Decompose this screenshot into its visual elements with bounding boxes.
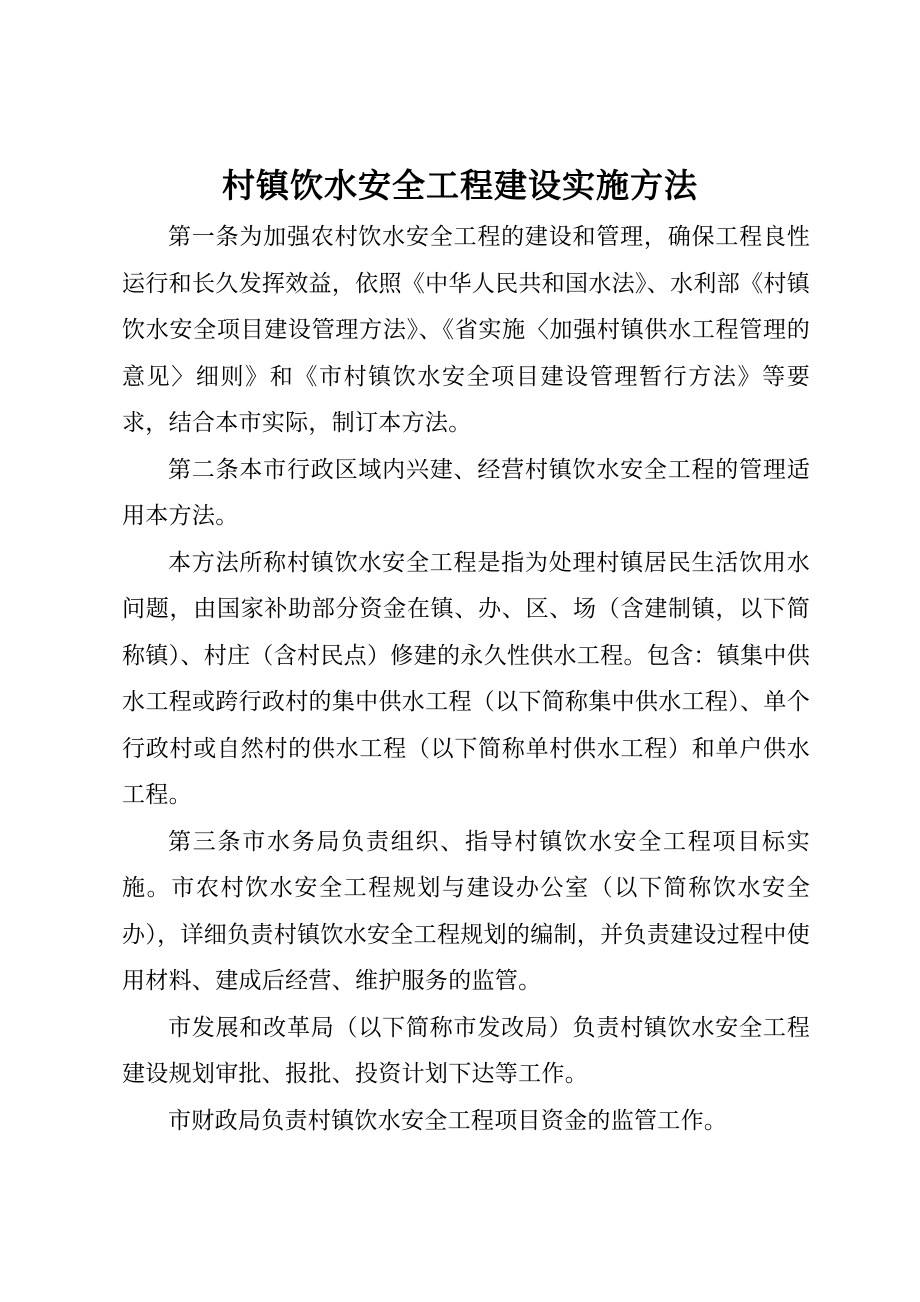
document-title: 村镇饮水安全工程建设实施方法 (222, 166, 698, 205)
paragraph-development-reform: 市发展和改革局（以下简称市发改局）负责村镇饮水安全工程建设规划审批、报批、投资计划下达等工作。 (122, 1014, 810, 1087)
document-body (122, 214, 810, 1144)
paragraph-definition: 本方法所称村镇饮水安全工程是指为处理村镇居民生活饮用水问题，由国家补助部分资金在镇、办、区、场（含建制镇，以下简称镇）、村庄（含村民点）修建的永久性供水工程。包含：镇集中供水工程或跨行政村的集中供水工程（以下简称集中供水工程）、单个行政村或自然村的供水工程（以下简称单村供水工程）和单户供水工程。 (122, 549, 810, 808)
paragraph-article-1: 第一条为加强农村饮水安全工程的建设和管理，确保工程良性运行和长久发挥效益，依照《中华人民共和国水法》、水利部《村镇饮水安全项目建设管理方法》、《省实施〈加强村镇供水工程管理的意见〉细则》和《市村镇饮水安全项目建设管理暂行方法》等要求，结合本市实际，制订本方法。 (122, 224, 810, 436)
paragraph-article-3: 第三条市水务局负责组织、指导村镇饮水安全工程项目标实施。市农村饮水安全工程规划与建设办公室（以下简称饮水安全办），详细负责村镇饮水安全工程规划的编制，并负责建设过程中使用材料、建成后经营、维护服务的监管。 (122, 828, 810, 994)
paragraph-finance-bureau: 市财政局负责村镇饮水安全工程项目资金的监管工作。 (168, 1107, 728, 1134)
paragraph-article-2: 第二条本市行政区域内兴建、经营村镇饮水安全工程的管理适用本方法。 (122, 456, 810, 529)
